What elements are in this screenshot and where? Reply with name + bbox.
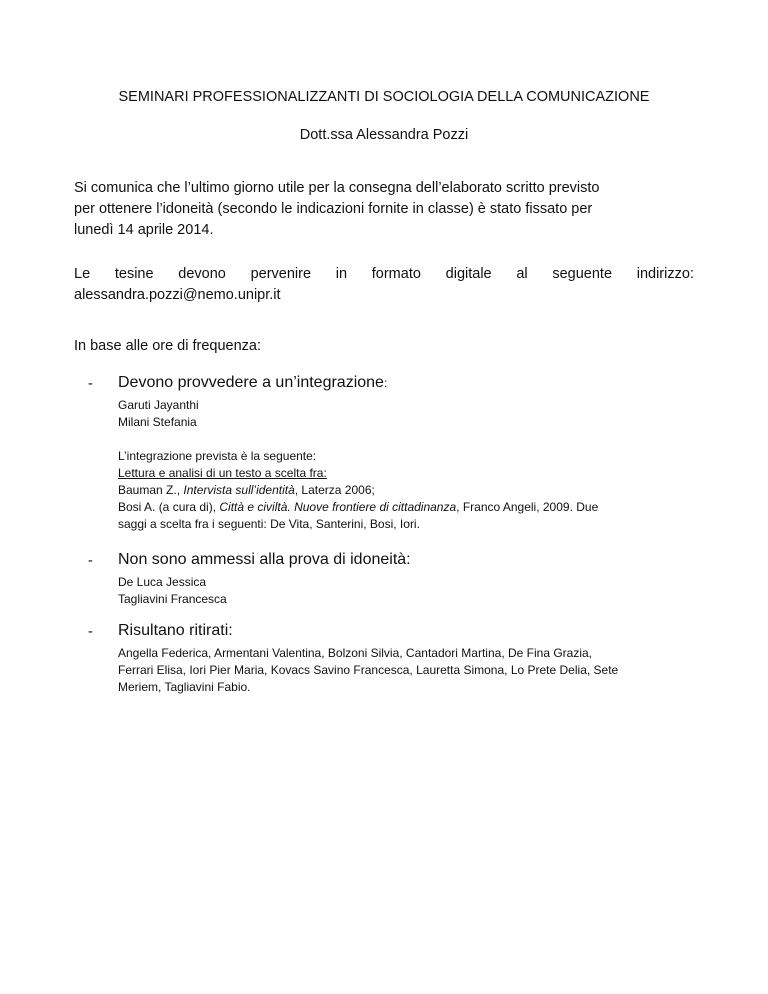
withdrawn-heading: Risultano ritirati: xyxy=(118,622,233,639)
student-name: Tagliavini Francesca xyxy=(118,592,227,606)
student-name: Garuti Jayanthi xyxy=(118,398,199,412)
delivery-paragraph xyxy=(74,264,694,306)
withdrawn-line: Meriem, Tagliavini Fabio. xyxy=(118,680,251,694)
frequency-intro: In base alle ore di frequenza: xyxy=(74,338,262,354)
not-admitted-names xyxy=(118,574,698,608)
integration-heading: Devono provvedere a un’integrazione: xyxy=(118,374,388,391)
integration-note: L’integrazione prevista è la seguente: xyxy=(118,449,317,463)
delivery-word: seguente xyxy=(552,266,613,282)
book-title: Città e civiltà. Nuove frontiere di cittadinanza xyxy=(219,500,457,514)
document-title: SEMINARI PROFESSIONALIZZANTI DI SOCIOLOGIA DELLA COMUNICAZIONE xyxy=(118,89,650,105)
delivery-email: alessandra.pozzi@nemo.unipr.it xyxy=(74,287,281,303)
delivery-word: indirizzo: xyxy=(636,266,694,282)
delivery-word: pervenire xyxy=(250,266,312,282)
delivery-word: devono xyxy=(178,266,226,282)
book-bosi: Bosi A. (a cura di), Città e civiltà. Nuove frontiere di cittadinanza, Franco Angeli, 2009. Due xyxy=(118,500,599,514)
delivery-line xyxy=(74,264,694,285)
not-admitted-heading: Non sono ammessi alla prova di idoneità: xyxy=(118,551,411,568)
intro-line: lunedì 14 aprile 2014. xyxy=(74,222,214,238)
book-bosi-continued: saggi a scelta fra i seguenti: De Vita, Santerini, Bosi, Iori. xyxy=(118,517,420,531)
withdrawn-line: Ferrari Elisa, Iori Pier Maria, Kovacs Savino Francesca, Lauretta Simona, Lo Prete Delia, Sete xyxy=(118,663,619,677)
book-bauman: Bauman Z., Intervista sull’identità, Laterza 2006; xyxy=(118,483,375,497)
intro-line: per ottenere l’idoneità (secondo le indicazioni fornite in classe) è stato fissato per xyxy=(74,201,593,217)
delivery-word: Le xyxy=(74,266,91,282)
intro-paragraph xyxy=(74,178,694,241)
student-name: De Luca Jessica xyxy=(118,575,207,589)
intro-line: Si comunica che l’ultimo giorno utile per la consegna dell’elaborato scritto previsto xyxy=(74,180,600,196)
delivery-word: formato xyxy=(371,266,421,282)
integration-names xyxy=(118,397,698,431)
student-name: Milani Stefania xyxy=(118,415,197,429)
reading-instruction: Lettura e analisi di un testo a scelta fra: xyxy=(118,466,327,480)
delivery-word: al xyxy=(516,266,528,282)
withdrawn-names xyxy=(118,645,698,696)
delivery-word: digitale xyxy=(445,266,492,282)
delivery-word: in xyxy=(335,266,348,282)
author-name: Dott.ssa Alessandra Pozzi xyxy=(299,127,469,143)
withdrawn-line: Angella Federica, Armentani Valentina, Bolzoni Silvia, Cantadori Martina, De Fina Grazia, xyxy=(118,646,593,660)
bullet-dash: - xyxy=(88,624,93,640)
delivery-word: tesine xyxy=(114,266,154,282)
bullet-dash: - xyxy=(88,553,93,569)
integration-details xyxy=(118,448,698,533)
book-title: Intervista sull’identità xyxy=(183,483,295,497)
bullet-dash: - xyxy=(88,376,93,392)
